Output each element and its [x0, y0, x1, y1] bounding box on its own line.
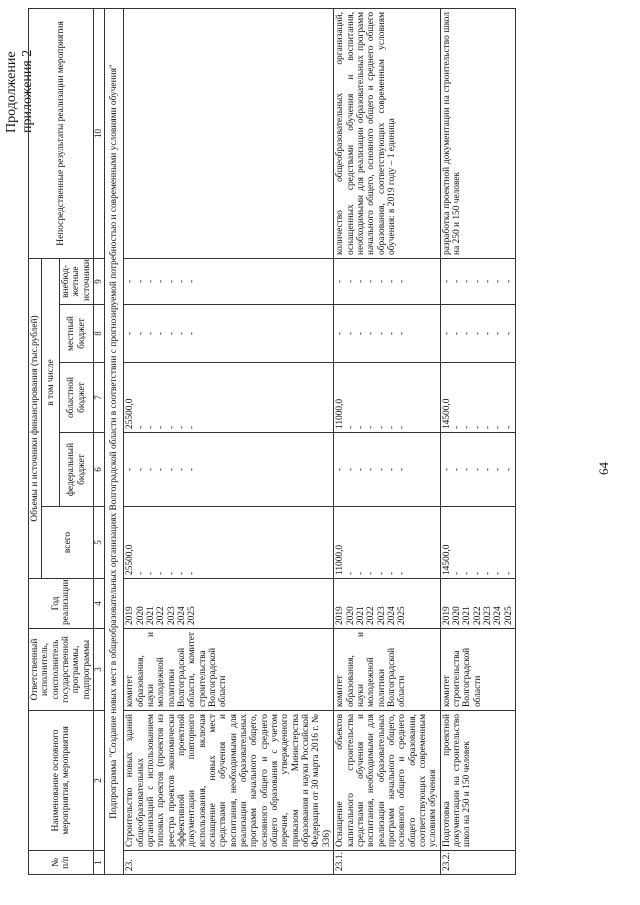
col-number: 3 — [94, 629, 105, 711]
header-regional: областной бюджет — [60, 363, 94, 433]
row-result: разработка проектной документации на строительство школ на 250 и 150 человек — [440, 8, 515, 258]
header-funding: Объемы и источники финансирования (тыс.рублей) — [29, 258, 42, 578]
row-total: 25500,0 - - - - - - — [124, 507, 334, 579]
row-local: - - - - - - - — [440, 305, 515, 363]
row-name: Строительство новых зданий общеобразовательных организаций с использованием типовых проектов (проектов из реестра проектов экономически эффективной проектной документации повторного использования, включая оснащение новых мест средствами обучения и воспитания, необходимыми для реализации образовательных программ начального общего, основного общего и среднего общего образования с учетом перечня, утвержденного приказом Министерства образования и науки Российской Федерации от 30 марта 2016 г. № 336) — [124, 711, 334, 851]
row-regional: 11000,0 - - - - - - — [334, 363, 440, 433]
row-years: 2019 2020 2021 2022 2023 2024 2025 — [334, 579, 440, 629]
row-responsible: комитет строительства Волгоградской области — [440, 629, 515, 711]
row-name: Оснащение объектов капитального строительства средствами обучения и воспитания, необходимыми для реализации образовательных программ начального общего, основного общего и среднего общего образования, соответствующих современным условиям обучения — [334, 711, 440, 851]
header-name: Наименование основного мероприятия, мероприятия — [29, 711, 94, 851]
header-results: Непосредственные результаты реализации мероприятия — [29, 8, 94, 258]
col-number: 9 — [94, 258, 105, 304]
header-local: местный бюджет — [60, 305, 94, 363]
row-years: 2019 2020 2021 2022 2023 2024 2025 — [124, 579, 334, 629]
header-responsible: Ответственный исполнитель, соисполнитель государственной программы, подпрограммы — [29, 629, 94, 711]
header-offbudget: внебюд-жетные источники — [60, 258, 94, 304]
row-number: 23.2. — [440, 851, 515, 875]
row-federal: - - - - - - - — [124, 433, 334, 507]
row-offbudget: - - - - - - - — [440, 258, 515, 304]
row-total: 11000,0 - - - - - - — [334, 507, 440, 579]
col-number: 4 — [94, 579, 105, 629]
row-offbudget: - - - - - - - — [124, 258, 334, 304]
page-number: 64 — [596, 462, 611, 475]
header-no: № п/п — [29, 851, 94, 875]
table-row — [334, 8, 440, 874]
row-local: - - - - - - - — [334, 305, 440, 363]
col-number: 8 — [94, 305, 105, 363]
header-year: Год реализации — [29, 579, 94, 629]
col-number: 6 — [94, 433, 105, 507]
row-responsible: комитет образования, науки и молодежной политики Волгоградской области — [334, 629, 440, 711]
row-number: 23.1. — [334, 851, 440, 875]
row-offbudget: - - - - - - - — [334, 258, 440, 304]
row-federal: - - - - - - - — [334, 433, 440, 507]
row-regional: 14500,0 - - - - - - — [440, 363, 515, 433]
row-years: 2019 2020 2021 2022 2023 2024 2025 — [440, 579, 515, 629]
row-result — [124, 8, 334, 258]
col-number: 2 — [94, 711, 105, 851]
table-row — [124, 8, 334, 874]
header-incl: в том числе — [42, 258, 60, 506]
row-regional: 25500,0 - - - - - - — [124, 363, 334, 433]
row-name: Подготовка проектной документации на строительство школ на 250 и 150 человек — [440, 711, 515, 851]
col-number: 10 — [94, 8, 105, 258]
header-total: всего — [42, 507, 94, 579]
row-local: - - - - - - - — [124, 305, 334, 363]
row-responsible: комитет образования, науки и молодежной политики Волгоградской области, комитет строительства Волгоградской области — [124, 629, 334, 711]
col-number: 5 — [94, 507, 105, 579]
row-result: количество общеобразовательных организаций, оснащенных средствами обучения и воспитания, необходимыми для реализации образовательных программ начального общего, основного общего и среднего общего образования, соответствующих современным условиям обучения: в 2019 году – 1 единица — [334, 8, 440, 258]
continuation-label: Продолжение приложения 2 — [4, 49, 35, 133]
col-number: 1 — [94, 851, 105, 875]
col-number: 7 — [94, 363, 105, 433]
program-table — [28, 8, 516, 875]
row-number: 23. — [124, 851, 334, 875]
header-federal: федеральный бюджет — [60, 433, 94, 507]
row-federal: - - - - - - - — [440, 433, 515, 507]
subprogram-title: Подпрограмма "Создание новых мест в общеобразовательных организациях Волгоградской области в соответствии с прогнозируемой потребностью и современными условиями обучения" — [104, 8, 123, 874]
table-row — [440, 8, 515, 874]
row-total: 14500,0 - - - - - - — [440, 507, 515, 579]
